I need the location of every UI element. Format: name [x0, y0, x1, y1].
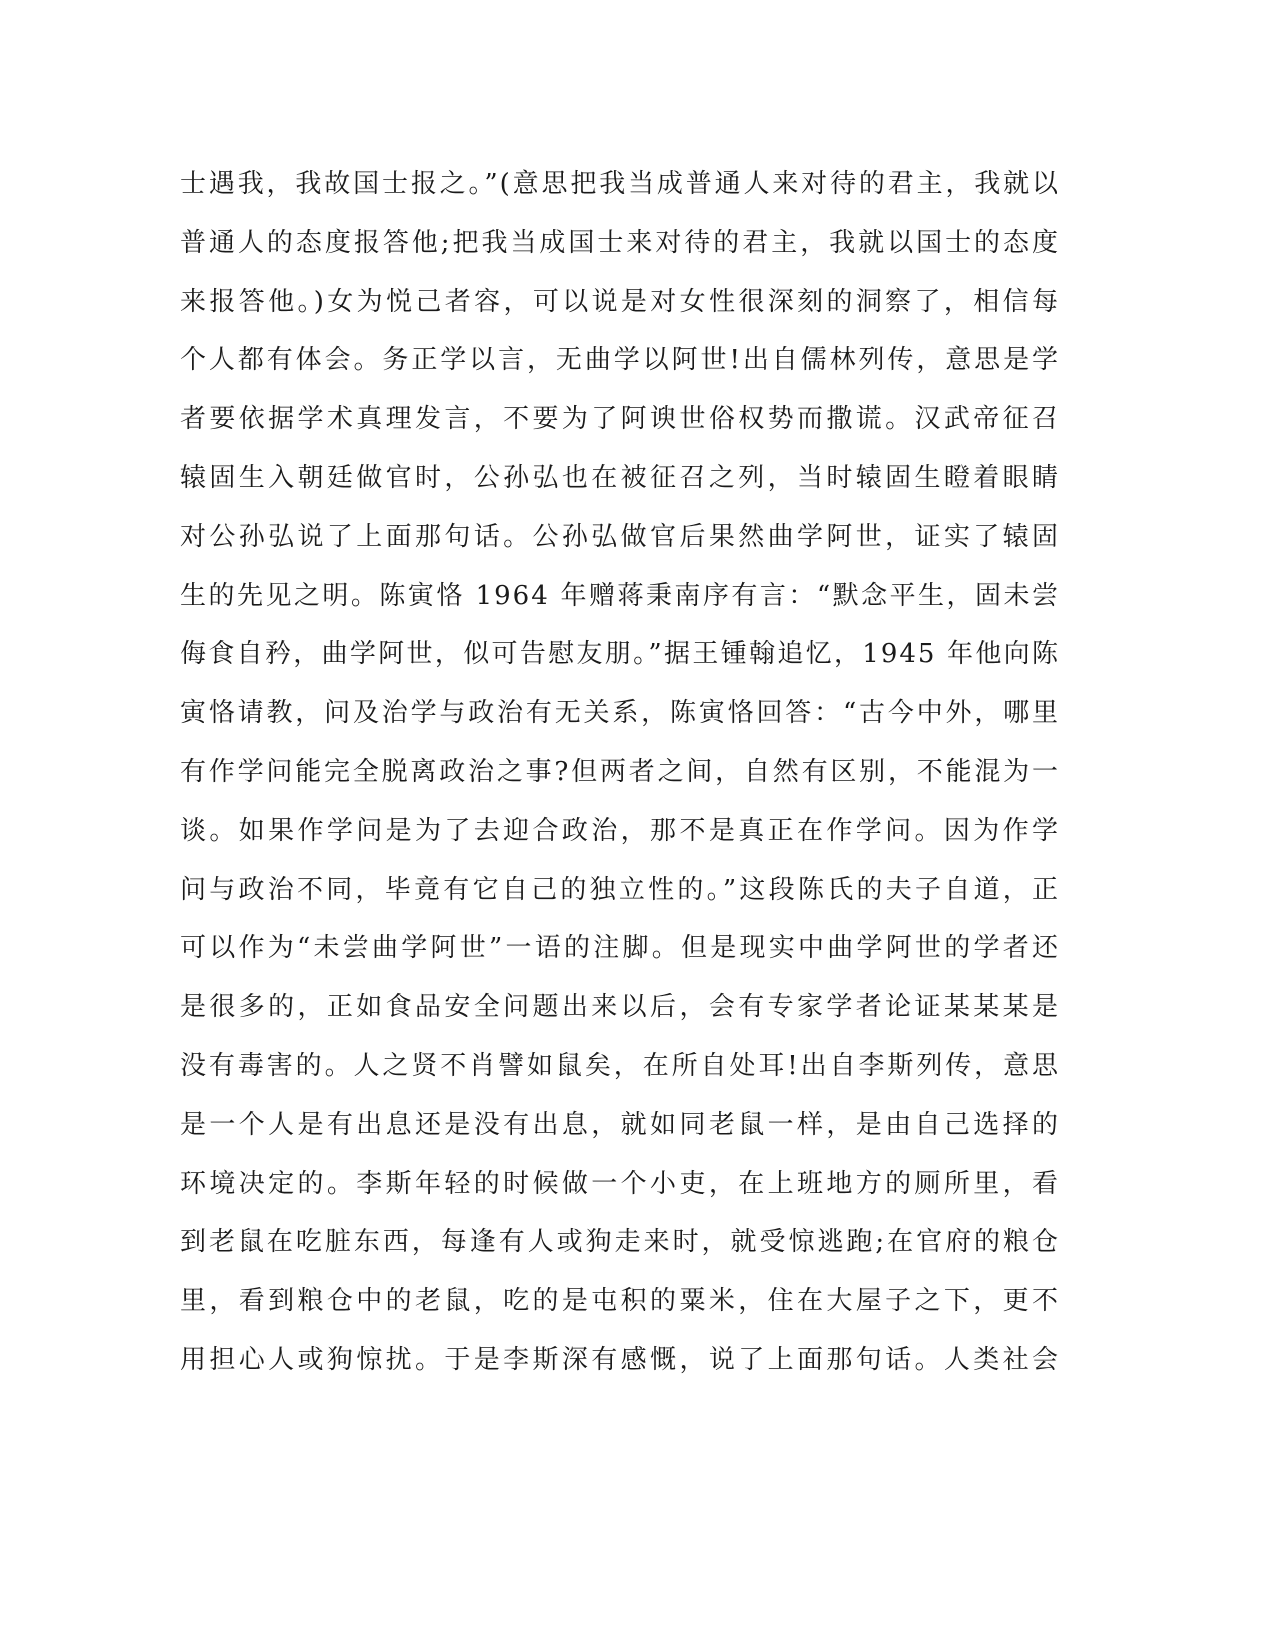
text-line: 士遇我，我故国士报之。”(意思把我当成普通人来对待的君主，我就以: [180, 169, 1060, 199]
text-line: 来报答他。)女为悦己者容，可以说是对女性很深刻的洞察了，相信每: [180, 286, 1060, 317]
text-line: 到老鼠在吃脏东西，每逢有人或狗走来时，就受惊逃跑;在官府的粮仓: [180, 1227, 1060, 1258]
text-line: 谈。如果作学问是为了去迎合政治，那不是真正在作学问。因为作学: [180, 815, 1060, 846]
text-line: 生的先见之明。陈寅恪 1964 年赠蒋秉南序有言：“默念平生，固未尝: [180, 580, 1060, 611]
text-line: 用担心人或狗惊扰。于是李斯深有感慨，说了上面那句话。人类社会: [180, 1344, 1060, 1375]
text-line: 是一个人是有出息还是没有出息，就如同老鼠一样，是由自己选择的: [180, 1109, 1060, 1140]
text-line: 辕固生入朝廷做官时，公孙弘也在被征召之列，当时辕固生瞪着眼睛: [180, 462, 1060, 493]
text-line: 寅恪请教，问及治学与政治有无关系，陈寅恪回答：“古今中外，哪里: [180, 698, 1060, 729]
text-line: 没有毒害的。人之贤不肖譬如鼠矣，在所自处耳!出自李斯列传，意思: [180, 1050, 1060, 1081]
text-line: 普通人的态度报答他;把我当成国士来对待的君主，我就以国士的态度: [180, 227, 1060, 258]
text-line: 者要依据学术真理发言，不要为了阿谀世俗权势而撒谎。汉武帝征召: [180, 404, 1060, 435]
text-line: 里，看到粮仓中的老鼠，吃的是屯积的粟米，住在大屋子之下，更不: [180, 1286, 1060, 1317]
text-line: 对公孙弘说了上面那句话。公孙弘做官后果然曲学阿世，证实了辕固: [180, 521, 1060, 552]
text-line: 是很多的，正如食品安全问题出来以后，会有专家学者论证某某某是: [180, 992, 1060, 1023]
text-line: 有作学问能完全脱离政治之事?但两者之间，自然有区别，不能混为一: [180, 756, 1060, 787]
text-line: 个人都有体会。务正学以言，无曲学以阿世!出自儒林列传，意思是学: [180, 345, 1060, 376]
text-line: 可以作为“未尝曲学阿世”一语的注脚。但是现实中曲学阿世的学者还: [180, 933, 1060, 964]
body-text: [180, 155, 1060, 1390]
text-line: 问与政治不同，毕竟有它自己的独立性的。”这段陈氏的夫子自道，正: [180, 874, 1060, 905]
text-line: 环境决定的。李斯年轻的时候做一个小吏，在上班地方的厕所里，看: [180, 1168, 1060, 1199]
text-line: 侮食自矜，曲学阿世，似可告慰友朋。”据王锺翰追忆，1945 年他向陈: [180, 639, 1060, 670]
